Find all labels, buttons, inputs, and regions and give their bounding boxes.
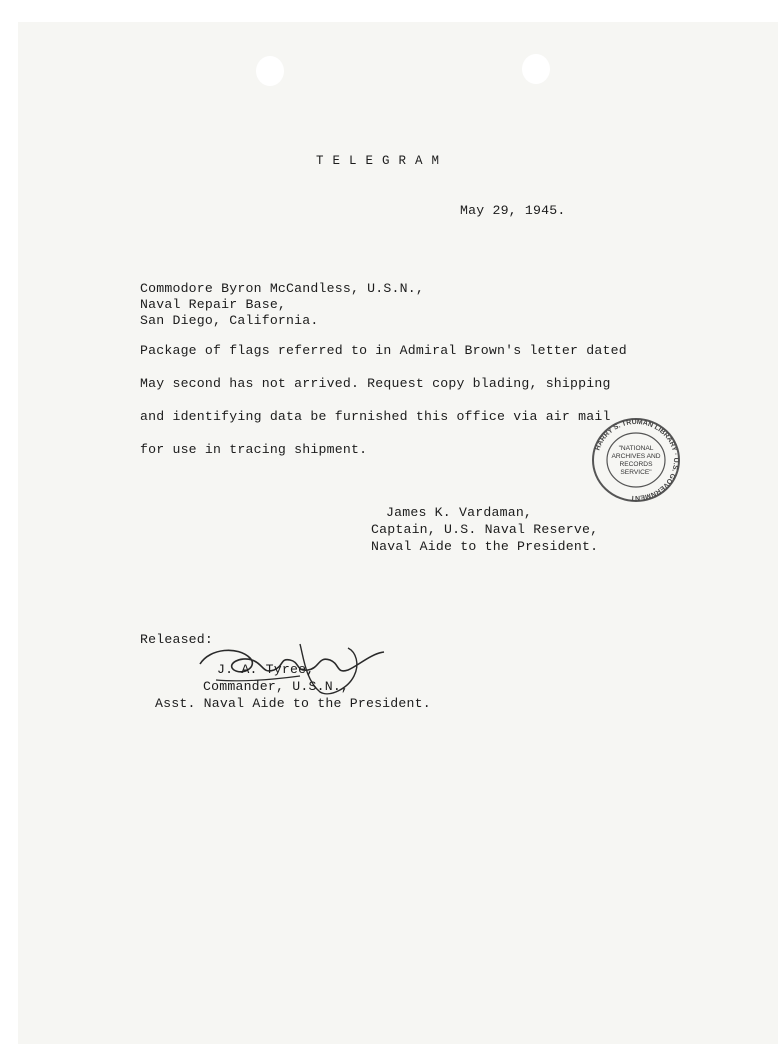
signature-line-1: James K. Vardaman, [386, 505, 533, 520]
body-line-1: Package of flags referred to in Admiral Brown's letter dated [140, 343, 627, 358]
stamp-ring-text: HARRY S. TRUMAN LIBRARY · U.S. GOVERNMENT [594, 418, 680, 502]
stamp-line-4: SERVICE" [620, 469, 652, 476]
addressee-line-3: San Diego, California. [140, 313, 319, 328]
telegram-date: May 29, 1945. [460, 203, 566, 218]
signature-line-2: Captain, U.S. Naval Reserve, [371, 522, 599, 537]
signature-line-3: Naval Aide to the President. [371, 539, 599, 554]
telegram-heading: TELEGRAM [316, 154, 449, 168]
punch-hole-right [522, 54, 550, 84]
stamp-line-2: ARCHIVES AND [611, 453, 661, 460]
addressee-line-1: Commodore Byron McCandless, U.S.N., [140, 281, 424, 296]
released-by-line-3: Asst. Naval Aide to the President. [155, 696, 431, 711]
body-line-2: May second has not arrived. Request copy blading, shipping [140, 376, 611, 391]
punch-hole-left [256, 56, 284, 86]
stamp-line-3: RECORDS [619, 461, 653, 468]
released-label: Released: [140, 632, 214, 647]
released-by-line-1: J. A. Tyree, [217, 662, 315, 677]
addressee-line-2: Naval Repair Base, [140, 297, 287, 312]
stamp-line-1: "NATIONAL [618, 445, 654, 452]
body-line-4: for use in tracing shipment. [140, 442, 368, 457]
body-line-3: and identifying data be furnished this office via air mail [140, 409, 611, 424]
archive-stamp [590, 416, 682, 504]
released-by-line-2: Commander, U.S.N., [203, 679, 350, 694]
